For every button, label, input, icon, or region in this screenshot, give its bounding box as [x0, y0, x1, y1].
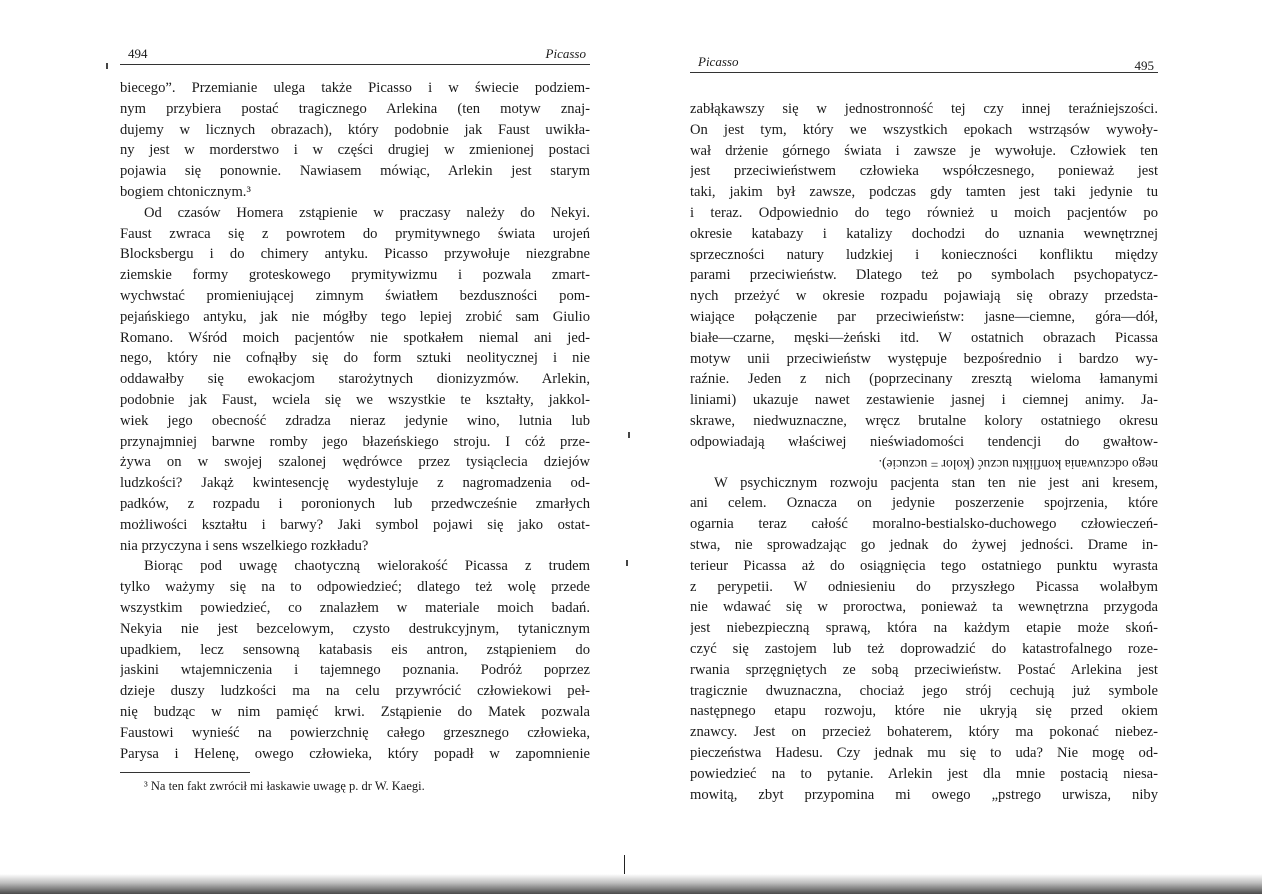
text-line: Od czasów Homera zstąpienie w praczasy należy do Nekyi.	[144, 204, 590, 221]
text-line: czyć się zastojem lub też doprowadzić do katastrofalnego roze-	[690, 640, 1158, 657]
text-line: i teraz. Odpowiednio do tego również u moich pacjentów po	[690, 204, 1158, 221]
text-line: wiek jego obecność zdradza nieraz jedynie wino, lutnia lub	[120, 412, 590, 429]
running-head: Picasso	[698, 54, 739, 69]
right-page-body	[690, 99, 1158, 805]
page-number: 494	[128, 46, 148, 61]
text-line: ziemskie formy groteskowego prymitywizmu i pozwala zmart-	[120, 267, 590, 284]
text-line: padków, z rozpadu i poronionych lub przedwcześnie zmarłych	[120, 495, 590, 512]
text-line: okresie katabazy i katalizy dochodzi do uznania wewnętrznej	[690, 225, 1158, 242]
text-line: jest niebezpieczną sprawą, która na każdym etapie może skoń-	[690, 620, 1158, 637]
page-number: 495	[1134, 58, 1154, 73]
text-line: nego, który nie cofnąłby się do form sztuki neolitycznej i nie	[120, 350, 590, 367]
text-line: Biorąc pod uwagę chaotyczną wielorakość Picassa z trudem	[144, 558, 590, 575]
scan-mark	[626, 560, 628, 566]
scan-shadow	[0, 874, 1262, 894]
text-line: możliwości kształtu i barwy? Jaki symbol pojawi się jako ostat-	[120, 516, 590, 533]
text-line: dzieje duszy ludzkości ma na celu przywrócić człowiekowi peł-	[120, 683, 590, 700]
text-line: Blocksbergu i do chimery antyku. Picasso przywołuje niezgrabne	[120, 246, 590, 263]
text-line: ogarnia teraz całość moralno-bestialsko-duchowego człowieczeń-	[690, 516, 1158, 533]
text-line: przynajmniej barwne romby jego błazeńskiego stroju. I cóż prze-	[120, 433, 590, 450]
footnote-rule	[120, 772, 250, 773]
text-line: wiające połączenie par przeciwieństw: jasne—ciemne, góra—dół,	[690, 308, 1158, 325]
text-line: jaskini wtajemniczenia i tajemnego poznania. Podróż poprzez	[120, 662, 590, 679]
text-line: wszystkim powiedzieć, co znalazłem w materiale moich badań.	[120, 599, 590, 616]
text-line: oddawałby się ewokacjom starożytnych dionizyzmów. Arlekin,	[120, 371, 590, 388]
text-line: On jest tym, który we wszystkich epokach wstrząsów wywoły-	[690, 121, 1158, 138]
text-line: jest przeciwieństwem człowieka współczesnego, ponieważ jest	[690, 163, 1158, 180]
text-line: liniami) ukazuje nawet zestawienie jasnej i ciemnej animy. Ja-	[690, 392, 1158, 409]
text-line: terieur Picassa aż do osiągnięcia tego ostatniego punktu wyrasta	[690, 557, 1158, 574]
text-line: Romano. Wśród moich pacjentów nie spotkałem niemal ani jed-	[120, 329, 590, 346]
text-line: zabłąkawszy się w jednostronność tej czy innej teraźniejszości.	[690, 101, 1158, 117]
text-line: nia przyczyna i sens wszelkiego rozkładu?	[120, 537, 369, 554]
text-line: nego odczuwania konfliktu uczuć (kolor = uczucie).	[878, 456, 1158, 472]
text-line: powiedzieć na to pytanie. Arlekin jest dla mnie postacią niesa-	[690, 765, 1158, 782]
text-line: odpowiadają właściwej nieświadomości tendencji do gwałtow-	[690, 433, 1158, 450]
text-line: ludzkości? Jakąż kwintesencję wydestyluje z nagromadzenia od-	[120, 475, 590, 492]
text-line: tylko ważymy się na to odpowiedzieć; dlatego też wolę przede	[120, 579, 590, 596]
text-line: Parysa i Helenę, owego człowieka, który popadł w zapomnienie	[120, 745, 590, 762]
scan-mark	[106, 63, 108, 69]
text-line: W psychicznym rozwoju pacjenta stan ten nie jest ani kresem,	[714, 474, 1158, 491]
text-line: motyw unii przeciwieństw występuje bezpośrednio i bardzo wy-	[690, 350, 1158, 367]
text-line: z perypetii. W odniesieniu do przyszłego Picassa wolałbym	[690, 578, 1158, 595]
text-line: skrawe, niedwuznaczne, wręcz brutalne kolory ostatniego okresu	[690, 412, 1158, 429]
text-line: sprzeczności natury ludzkiej i konieczności konfliktu między	[690, 246, 1158, 263]
text-line: białe—czarne, męski—żeński itd. W ostatnich obrazach Picassa	[690, 329, 1158, 346]
text-line: Faustowi wynieść na powierzchnię całego grzesznego człowieka,	[120, 724, 590, 741]
left-page	[120, 44, 590, 794]
text-line: żywa on w swojej szalonej wędrówce przez tysiąclecia dziejów	[120, 454, 590, 471]
text-line: nych przeżyć w okresie rozpadu pojawiają się obrazy przedsta-	[690, 288, 1158, 305]
text-line: wychwstać promieniującej zimnym światłem bezduszności pom-	[120, 287, 590, 304]
text-line: mowitą, zbyt przypomina mi owego „pstrego urwisza, niby	[690, 786, 1158, 803]
text-line: biecego”. Przemianie ulega także Picasso i w świecie podziem-	[120, 80, 590, 96]
text-line: rwania sprzęgniętych ze sobą przeciwieństw. Postać Arlekina jest	[690, 661, 1158, 678]
text-line: znawcy. Jest on przecież bohaterem, który ma pokonać niebez-	[690, 724, 1158, 741]
text-line: podobnie jak Faust, wciela się we wszystkie te kształty, jakkol-	[120, 391, 590, 408]
right-page	[690, 52, 1158, 805]
text-line: wał drżenie górnego świata i zawsze je wywołuje. Człowiek ten	[690, 142, 1158, 159]
text-line: następnego etapu rozwoju, które nie ukryją się przed okiem	[690, 703, 1158, 720]
text-line: ny jest w morderstwo i w części drugiej w zmienionej postaci	[120, 142, 590, 159]
text-line: taki, jakim był zawsze, podczas gdy tamten jest taki jedynie tu	[690, 184, 1158, 201]
text-line: stwa, nie sprowadzając go jednak do żywej jedności. Drame in-	[690, 536, 1158, 553]
text-line: Nekyia nie jest bezcelowym, czysto destrukcyjnym, tytanicznym	[120, 620, 590, 637]
text-line: ani celem. Oznacza on jedynie poszerzenie spojrzenia, które	[690, 495, 1158, 512]
text-line: Faust zwraca się z powrotem do prymitywnego świata urojeń	[120, 225, 590, 242]
text-line: nym przybiera postać tragicznego Arlekina (ten motyw znaj-	[120, 100, 590, 117]
footnote: ³ Na ten fakt zwrócił mi łaskawie uwagę p. dr W. Kaegi.	[144, 779, 425, 794]
text-line: nię budząc w nim pamięć krwi. Zstąpienie do Matek pozwala	[120, 703, 590, 720]
text-line: pojawia się ponownie. Nawiasem mówiąc, Arlekin jest starym	[120, 163, 590, 180]
text-line: nie wdawać się w proroctwa, ponieważ ta wewnętrzna przygoda	[690, 599, 1158, 616]
text-line: parami przeciwieństw. Dlatego też po symbolach psychopatycz-	[690, 267, 1158, 284]
right-page-header	[690, 52, 1158, 73]
scan-mark	[628, 432, 630, 438]
text-line: dujemy w licznych obrazach), który podobnie jak Faust uwikła-	[120, 121, 590, 138]
text-line: tragicznie dwuznaczna, chociaż jego strój cechują już symbole	[690, 682, 1158, 699]
text-line: upadkiem, lecz sensowną katabasis eis antron, zstąpieniem do	[120, 641, 590, 658]
text-line: bogiem chtonicznym.³	[120, 183, 251, 200]
text-line: pieczeństwa Hadesu. Czy jednak mu się to uda? Nie mogę od-	[690, 744, 1158, 761]
left-page-header	[120, 44, 590, 65]
text-line: pejańskiego antyku, jak nie mógłby tego lepiej zrobić sam Giulio	[120, 308, 590, 325]
running-head: Picasso	[545, 46, 586, 61]
text-line: raźnie. Jeden z nich (poprzecinany zresztą wieloma łamanymi	[690, 371, 1158, 388]
left-page-body	[120, 78, 590, 764]
